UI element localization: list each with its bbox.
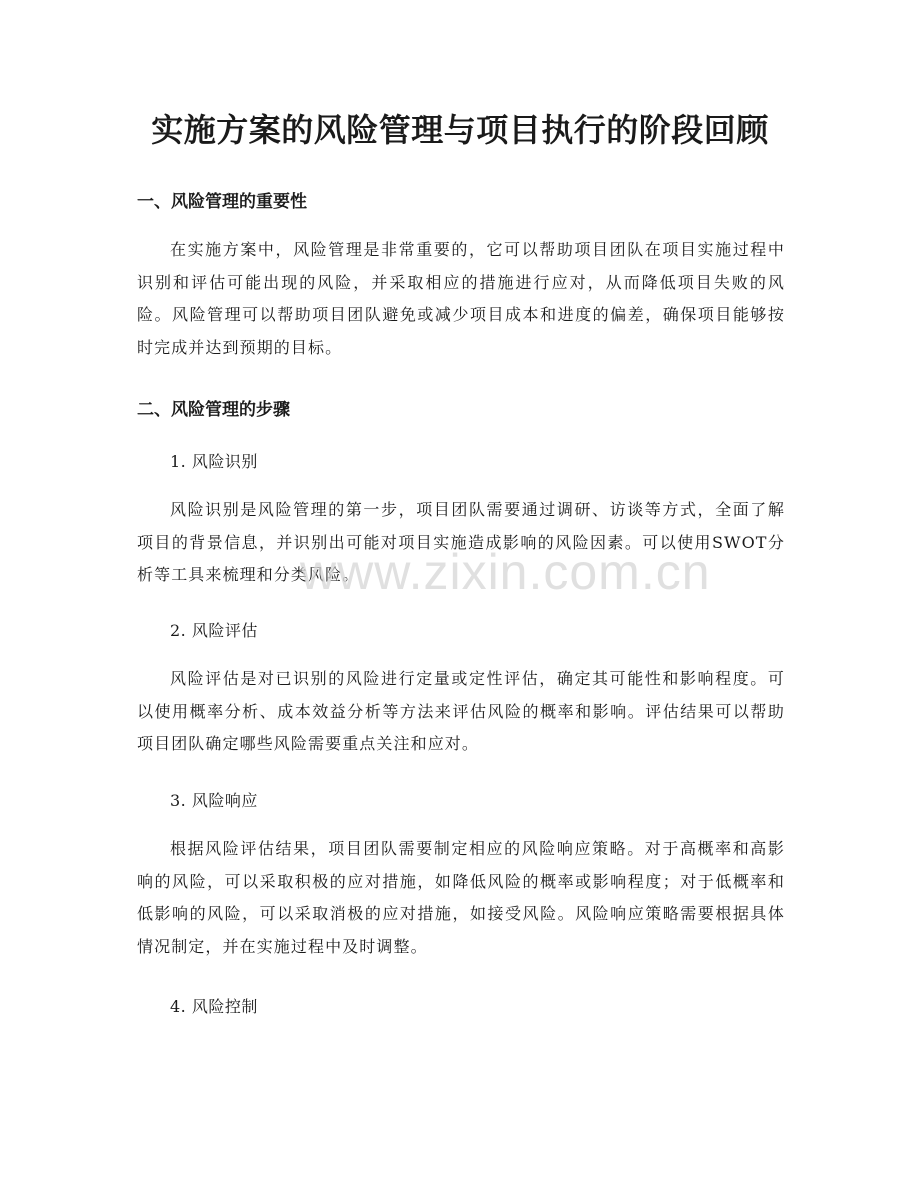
section-heading-importance: 一、风险管理的重要性 [137, 192, 307, 212]
paragraph-importance: 在实施方案中，风险管理是非常重要的，它可以帮助项目团队在项目实施过程中识别和评估可能出现的风险，并采取相应的措施进行应对，从而降低项目失败的风险。风险管理可以帮助项目团队避免或减少项目成本和进度的偏差，确保项目能够按时完成并达到预期的目标。 [137, 240, 785, 357]
step-title-assessment: 2. 风险评估 [170, 621, 258, 640]
step-title-response: 3. 风险响应 [170, 791, 258, 810]
step-title-control: 4. 风险控制 [170, 997, 258, 1016]
document-title: 实施方案的风险管理与项目执行的阶段回顾 [151, 111, 769, 149]
step-title-identification: 1. 风险识别 [170, 452, 258, 471]
watermark: www.zixin.com.cn [300, 544, 711, 600]
paragraph-identification: 风险识别是风险管理的第一步，项目团队需要通过调研、访谈等方式，全面了解项目的背景信息，并识别出可能对项目实施造成影响的风险因素。可以使用SWOT分析等工具来梳理和分类风险。 [137, 500, 785, 584]
paragraph-response: 根据风险评估结果，项目团队需要制定相应的风险响应策略。对于高概率和高影响的风险，可以采取积极的应对措施，如降低风险的概率或影响程度；对于低概率和低影响的风险，可以采取消极的应对措施，如接受风险。风险响应策略需要根据具体情况制定，并在实施过程中及时调整。 [137, 839, 785, 956]
paragraph-assessment: 风险评估是对已识别的风险进行定量或定性评估，确定其可能性和影响程度。可以使用概率分析、成本效益分析等方法来评估风险的概率和影响。评估结果可以帮助项目团队确定哪些风险需要重点关注和应对。 [137, 669, 785, 753]
section-heading-steps: 二、风险管理的步骤 [137, 400, 290, 420]
